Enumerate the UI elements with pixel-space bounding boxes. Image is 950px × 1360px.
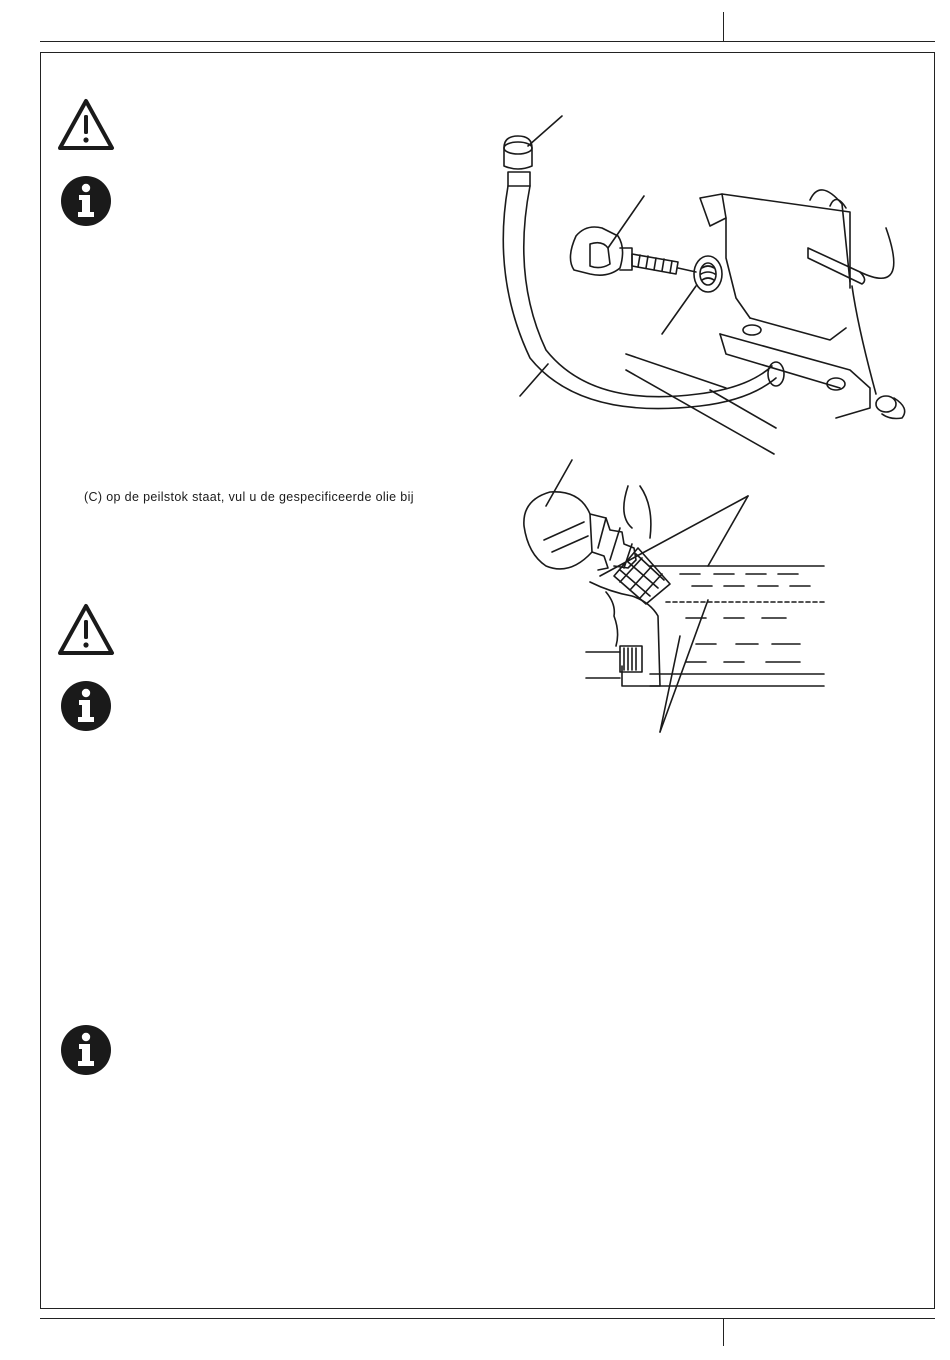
info-icon <box>60 175 112 227</box>
warning-triangle-icon <box>56 97 116 153</box>
info-icon <box>60 1024 112 1076</box>
warning-triangle-icon <box>56 602 116 658</box>
info-icon <box>60 680 112 732</box>
body-text-line: (C) op de peilstok staat, vul u de gespecificeerde olie bij <box>84 490 414 504</box>
oil-level-illustration <box>510 456 828 736</box>
footer-divider <box>723 1318 724 1346</box>
oil-drain-hose-illustration <box>490 108 930 460</box>
footer-rule <box>40 1318 935 1319</box>
header-divider <box>723 12 724 42</box>
header-rule <box>40 41 935 42</box>
